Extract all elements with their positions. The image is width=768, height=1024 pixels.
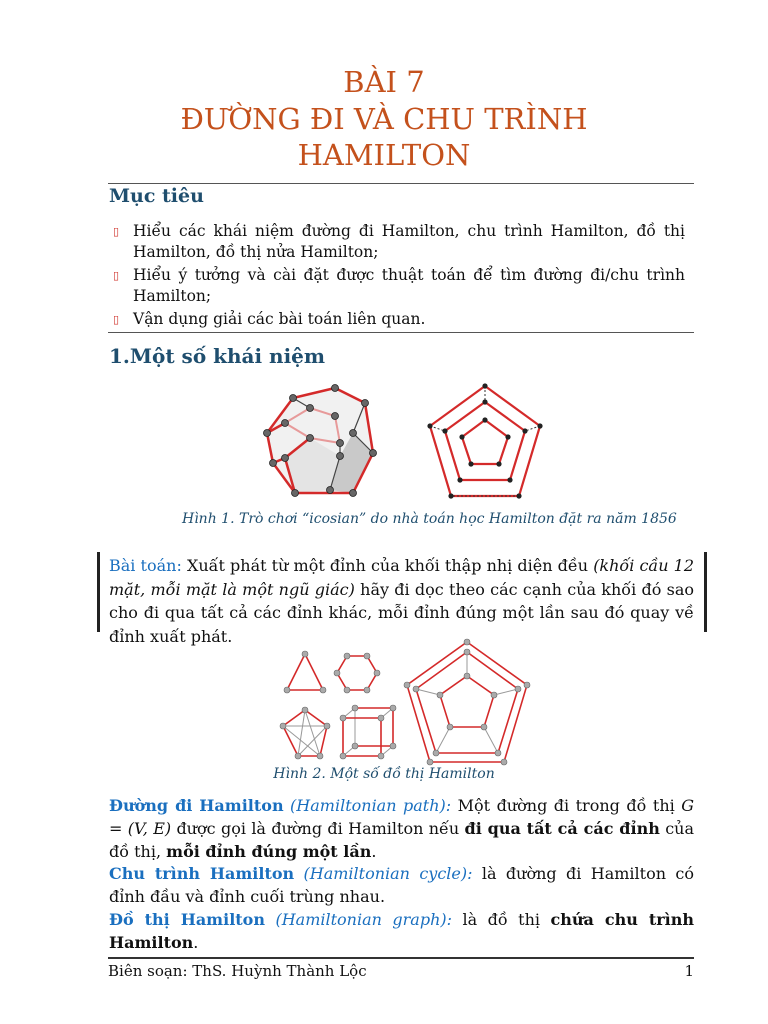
footer-author: Biên soạn: ThS. Huỳnh Thành Lộc xyxy=(108,962,367,980)
dodecahedron-graph xyxy=(404,639,530,765)
red-arrow-bullet-icon: ▯ xyxy=(113,313,120,326)
hexagon-graph xyxy=(334,653,380,693)
problem-text: Bài toán: Xuất phát từ một đỉnh của khối thập nhị diện đều (khối cầu 12 mặt, mỗi mặt là một ngũ giác) hãy đi dọc theo các cạnh của khối đó sao cho đi qua tất cả các đỉnh khác, mỗi đỉnh đúng một lần sau đó quay về đỉnh xuất phát. xyxy=(109,556,695,646)
definition-hamiltonian-cycle: Chu trình Hamilton (Hamiltonian cycle): là đường đi Hamilton có đỉnh đầu và đỉnh cuối trùng nhau. xyxy=(109,864,694,906)
cube-graph xyxy=(340,705,396,759)
figure1-caption: Hình 1. Trò chơi “icosian” do nhà toán học Hamilton đặt ra năm 1856 xyxy=(182,511,677,527)
divider-objectives xyxy=(108,332,694,333)
chapter-title-line1: ĐƯỜNG ĐI VÀ CHU TRÌNH xyxy=(180,102,588,136)
dodecahedron-illustration xyxy=(264,385,377,497)
definition-hamiltonian-graph: Đồ thị Hamilton (Hamiltonian graph): là đồ thị chứa chu trình Hamilton. xyxy=(109,910,695,952)
box-left-bar xyxy=(97,552,100,632)
chapter-title-line2: HAMILTON xyxy=(297,138,471,172)
red-arrow-bullet-icon: ▯ xyxy=(113,225,120,238)
box-right-bar xyxy=(704,552,707,632)
objective-item: ▯ Hiểu các khái niệm đường đi Hamilton, chu trình Hamilton, đồ thị Hamilton, đồ thị nửa Hamilton; xyxy=(113,222,685,261)
figure2-caption: Hình 2. Một số đồ thị Hamilton xyxy=(273,766,495,782)
planar-dodecahedron-graph xyxy=(427,383,542,498)
chapter-number: BÀI 7 xyxy=(343,65,425,99)
objective-item: ▯ Vận dụng giải các bài toán liên quan. xyxy=(113,310,426,328)
page-footer xyxy=(108,957,694,980)
problem-label: Bài toán: xyxy=(109,556,182,575)
figure-icosian xyxy=(255,378,555,508)
section-heading: 1.Một số khái niệm xyxy=(109,344,326,368)
objectives-heading: Mục tiêu xyxy=(109,185,204,207)
divider-top xyxy=(108,183,694,184)
red-arrow-bullet-icon: ▯ xyxy=(113,269,120,282)
figure-hamilton-graphs xyxy=(275,638,540,766)
objective-item: ▯ Hiểu ý tưởng và cài đặt được thuật toán để tìm đường đi/chu trình Hamilton; xyxy=(113,266,685,305)
complete-graph-k5 xyxy=(280,707,330,759)
definition-hamiltonian-path: Đường đi Hamilton (Hamiltonian path): Một đường đi trong đồ thị G = (V, E) được gọi là đường đi Hamilton nếu đi qua tất cả các đỉnh của đồ thị, mỗi đỉnh đúng một lần. xyxy=(109,796,695,861)
triangle-graph xyxy=(284,651,326,693)
page-number: 1 xyxy=(684,962,694,980)
problem-box xyxy=(97,552,707,646)
